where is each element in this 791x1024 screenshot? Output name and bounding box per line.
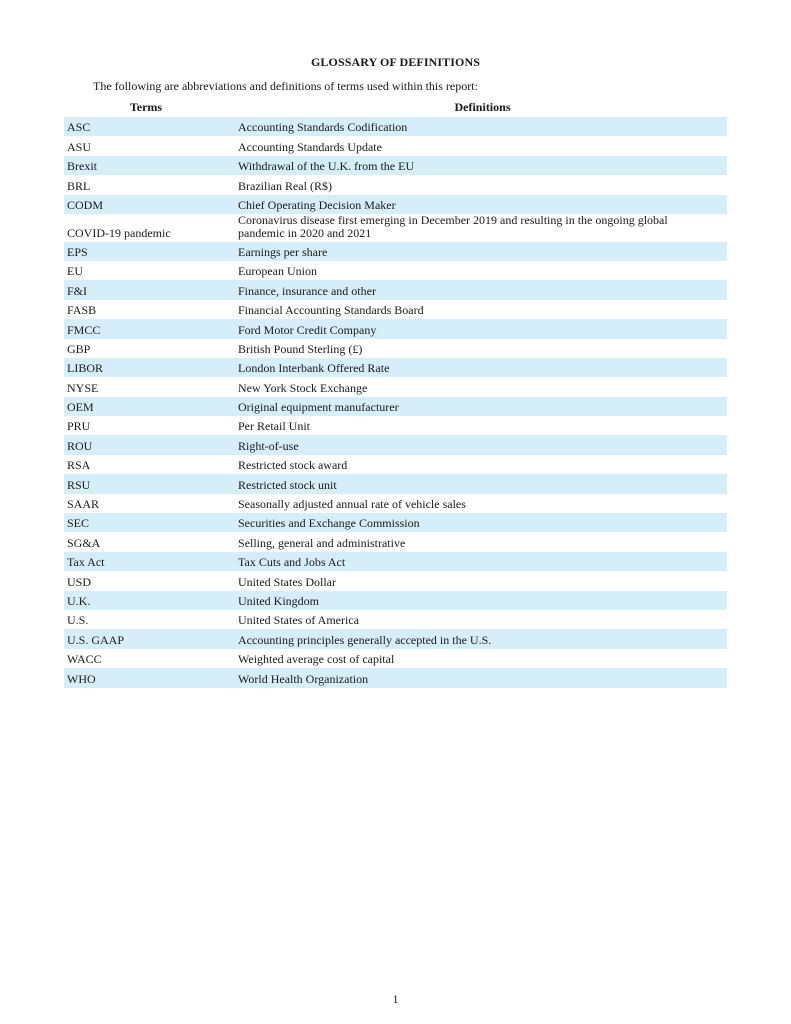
table-row — [64, 416, 727, 435]
definition-cell: London Interbank Offered Rate — [238, 361, 390, 376]
term-cell: EU — [67, 264, 83, 279]
definition-cell: Finance, insurance and other — [238, 283, 376, 298]
term-cell: SAAR — [67, 497, 100, 512]
table-row — [64, 629, 727, 648]
term-cell: GBP — [67, 341, 91, 356]
definition-cell: Withdrawal of the U.K. from the EU — [238, 159, 415, 174]
table-row — [64, 358, 727, 377]
table-row — [64, 280, 727, 299]
term-cell: ASU — [67, 139, 92, 154]
intro-text: The following are abbreviations and definitions of terms used within this report: — [93, 79, 478, 93]
term-cell: CODM — [67, 197, 104, 212]
table-row — [64, 435, 727, 454]
table-row — [64, 571, 727, 590]
term-cell: NYSE — [67, 380, 99, 395]
term-cell: FASB — [67, 303, 97, 318]
table-row — [64, 339, 727, 358]
term-cell: WACC — [67, 652, 102, 667]
term-cell: ROU — [67, 438, 93, 453]
definition-cell: Right-of-use — [238, 438, 299, 453]
term-cell: SEC — [67, 516, 90, 531]
definition-cell: Financial Accounting Standards Board — [238, 303, 424, 318]
definition-cell: New York Stock Exchange — [238, 380, 368, 395]
definition-cell: Chief Operating Decision Maker — [238, 197, 396, 212]
term-cell: RSA — [67, 458, 91, 473]
table-header — [64, 100, 727, 116]
definition-cell: Original equipment manufacturer — [238, 400, 399, 415]
definition-cell: Accounting Standards Codification — [238, 120, 408, 135]
table-row — [64, 214, 727, 242]
term-cell: SG&A — [67, 535, 101, 550]
definition-cell: Accounting Standards Update — [238, 139, 382, 154]
term-cell: RSU — [67, 477, 91, 492]
page-number: 1 — [392, 992, 399, 1006]
definition-cell: Weighted average cost of capital — [238, 652, 395, 667]
term-cell: ASC — [67, 120, 91, 135]
table-row — [64, 474, 727, 493]
table-row — [64, 175, 727, 194]
definitions-header: Definitions — [454, 100, 511, 114]
table-row — [64, 195, 727, 214]
table-row — [64, 300, 727, 319]
term-cell: FMCC — [67, 322, 101, 337]
table-row — [64, 494, 727, 513]
table-row — [64, 156, 727, 175]
terms-header: Terms — [129, 100, 163, 114]
definition-cell: Ford Motor Credit Company — [238, 322, 377, 337]
table-row — [64, 552, 727, 571]
term-cell: LIBOR — [67, 361, 103, 376]
definition-cell: European Union — [238, 264, 317, 279]
definition-cell: Accounting principles generally accepted in the U.S. — [238, 632, 492, 647]
table-row — [64, 397, 727, 416]
table-row — [64, 668, 727, 687]
definition-cell: British Pound Sterling (£) — [238, 341, 363, 356]
table-row — [64, 136, 727, 155]
definition-cell: Restricted stock award — [238, 458, 348, 473]
term-cell: BRL — [67, 178, 91, 193]
definition-cell: Seasonally adjusted annual rate of vehicle sales — [238, 497, 466, 512]
table-row — [64, 532, 727, 551]
definition-cell: Brazilian Real (R$) — [238, 178, 332, 193]
table-row — [64, 261, 727, 280]
term-cell: USD — [67, 574, 92, 589]
term-cell: U.S. — [67, 613, 89, 628]
glossary-table — [64, 117, 727, 688]
definition-cell: Restricted stock unit — [238, 477, 337, 492]
definition-cell: Earnings per share — [238, 244, 328, 259]
term-cell: OEM — [67, 400, 94, 415]
term-cell: F&I — [67, 283, 88, 298]
table-row — [64, 649, 727, 668]
term-cell: U.K. — [67, 593, 91, 608]
definition-cell: United Kingdom — [238, 593, 319, 608]
table-row — [64, 117, 727, 136]
definition-cell: United States of America — [238, 613, 359, 628]
term-cell: EPS — [67, 244, 88, 259]
definition-cell: World Health Organization — [238, 671, 369, 686]
term-cell: Brexit — [67, 159, 97, 174]
definition-cell: Selling, general and administrative — [238, 535, 406, 550]
term-cell: WHO — [67, 671, 96, 686]
term-cell: PRU — [67, 419, 91, 434]
definition-cell: Per Retail Unit — [238, 419, 310, 434]
definition-cell: Tax Cuts and Jobs Act — [238, 555, 346, 570]
table-row — [64, 591, 727, 610]
definition-cell: Securities and Exchange Commission — [238, 516, 420, 531]
table-row — [64, 455, 727, 474]
table-row — [64, 377, 727, 396]
definition-cell: United States Dollar — [238, 574, 336, 589]
term-cell: U.S. GAAP — [67, 632, 125, 647]
term-cell: Tax Act — [67, 555, 105, 570]
page-title: GLOSSARY OF DEFINITIONS — [310, 55, 481, 69]
table-row — [64, 319, 727, 338]
table-row — [64, 610, 727, 629]
table-row — [64, 513, 727, 532]
term-cell: COVID-19 pandemic — [67, 225, 171, 240]
table-row — [64, 242, 727, 261]
definition-cell: Coronavirus disease first emerging in December 2019 and resulting in the ongoing global pandemic in 2020 and 2021 — [238, 212, 668, 240]
